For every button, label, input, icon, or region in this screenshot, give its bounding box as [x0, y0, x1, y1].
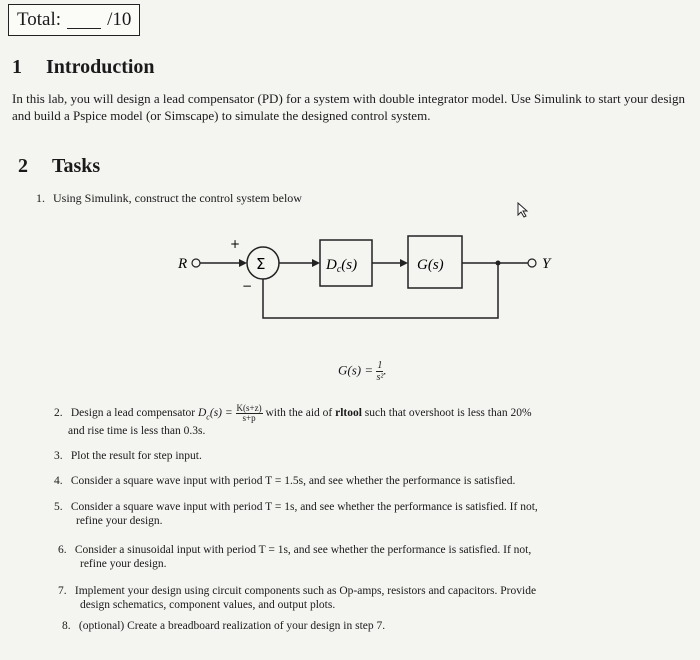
intro-title: Introduction — [46, 56, 155, 78]
task-item-5: 5. Consider a square wave input with period T = 1s, and see whether the performance is satisfied. If not, refine your design. — [54, 501, 538, 527]
plus-sign: + — [230, 237, 241, 251]
plant-equation: G(s) = $\frac{1}{\text{s²}}$ . — [338, 360, 387, 383]
tasks-title: Tasks — [52, 155, 101, 177]
controller-label: $D_c(s)$ — [326, 257, 358, 275]
total-label: Total: — [17, 9, 62, 30]
total-score-box — [8, 4, 140, 36]
total-max: /10 — [107, 9, 132, 30]
tasks-heading — [18, 155, 100, 178]
input-label-r: R — [178, 256, 188, 272]
intro-heading — [12, 56, 155, 79]
task-item-1: 1. Using Simulink, construct the control system below — [36, 191, 302, 205]
score-blank — [67, 12, 101, 29]
input-node — [192, 259, 200, 267]
plant-label: G(s) — [417, 257, 444, 273]
task-item-4: 4. Consider a square wave input with period T = 1.5s, and see whether the performance is satisfied. — [54, 475, 516, 487]
task-item-8: 8. (optional) Create a breadboard realization of your design in step 7. — [62, 620, 386, 632]
task-item-3: 3. Plot the result for step input. — [54, 450, 202, 462]
sum-symbol: Σ — [256, 255, 266, 273]
input-arrow — [239, 259, 247, 267]
minus-sign: − — [242, 279, 253, 293]
output-label-y: Y — [542, 256, 551, 272]
tasks-number: 2 — [18, 155, 28, 177]
intro-paragraph: In this lab, you will design a lead compensator (PD) for a system with double integrator model. Use Simulink to start your design and build a Pspice model (or Simscape) to simulate the designed control system. — [12, 91, 685, 123]
task-item-7: 7. Implement your design using circuit components such as Op-amps, resistors and capacitors. Provide design schematics, component values, and output plots. — [58, 585, 537, 611]
output-node — [528, 259, 536, 267]
task-item-6: 6. Consider a sinusoidal input with period T = 1s, and see whether the performance is satisfied. If not, refine your design. — [58, 544, 532, 570]
controller-arrow — [312, 259, 320, 267]
intro-number: 1 — [12, 56, 22, 78]
task-item-2: 2. Design a lead compensator $D_c(s)$ = $\frac{K(s+z)}{s+p}$ with the aid of rltool such that overshoot is less than 20% and rise time is less than 0.3s. — [54, 403, 532, 438]
block-diagram — [160, 210, 560, 330]
plant-arrow — [400, 259, 408, 267]
